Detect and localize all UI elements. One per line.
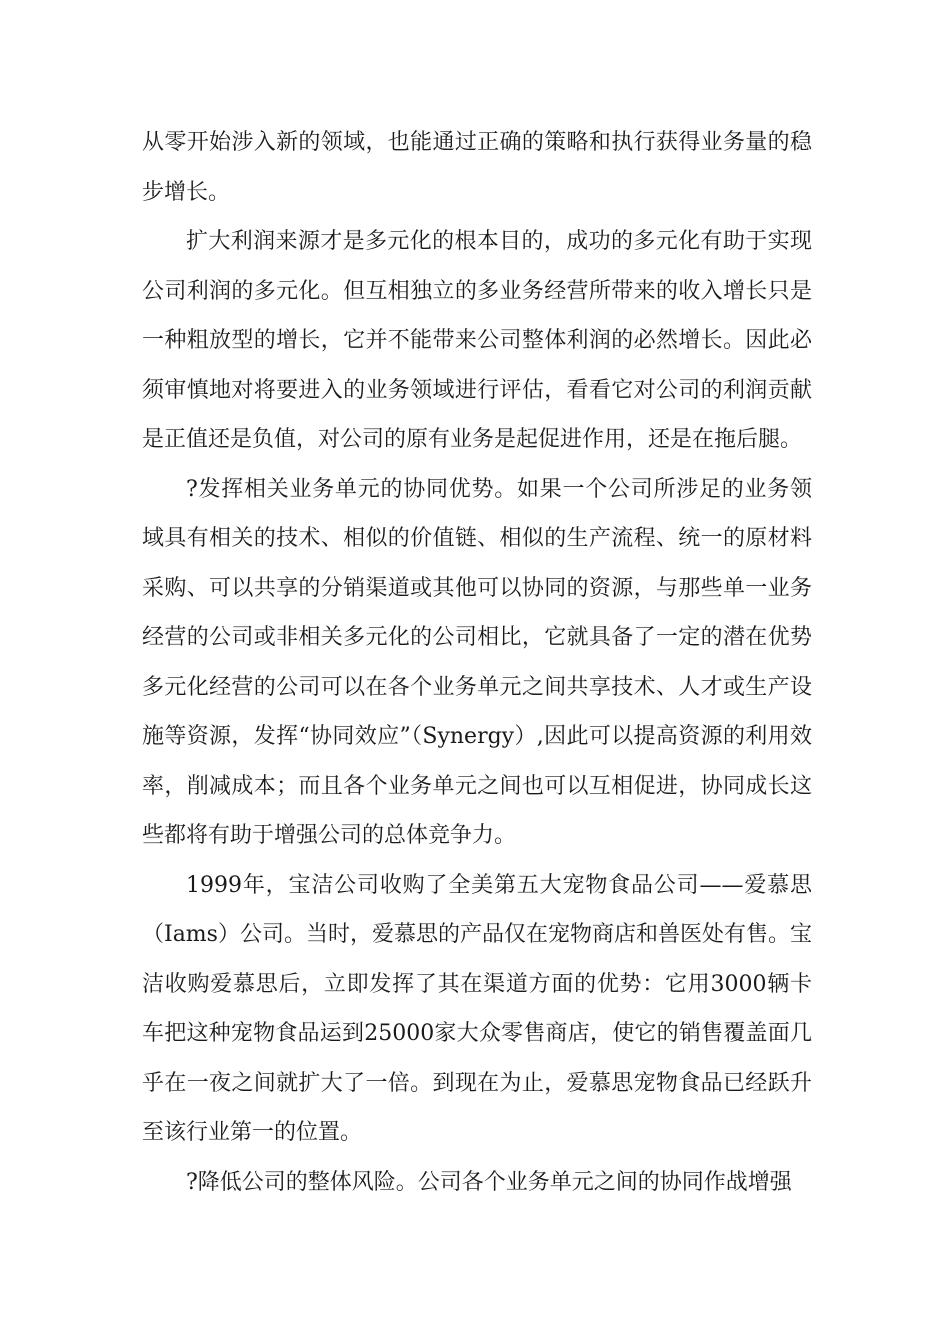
body-text [142,118,812,1207]
paragraph-2: 扩大利润来源才是多元化的根本目的，成功的多元化有助于实现公司利润的多元化。但互相独立的多业务经营所带来的收入增长只是一种粗放型的增长，它并不能带来公司整体利润的必然增长。因此必须审慎地对将要进入的业务领域进行评估，看看它对公司的利润贡献是正值还是负值，对公司的原有业务是起促进作用，还是在拖后腿。 [142,229,812,452]
paragraph-3: ?发挥相关业务单元的协同优势。如果一个公司所涉足的业务领域具有相关的技术、相似的价值链、相似的生产流程、统一的原材料采购、可以共享的分销渠道或其他可以协同的资源，与那些单一业务经营的公司或非相关多元化的公司相比，它就具备了一定的潜在优势多元化经营的公司可以在各个业务单元之间共享技术、人才或生产设施等资源，发挥“协同效应”（Synergy）,因此可以提高资源的利用效率，削减成本；而且各个业务单元之间也可以互相促进，协同成长这些都将有助于增强公司的总体竞争力。 [142,476,812,848]
paragraph-1: 从零开始涉入新的领域，也能通过正确的策略和执行获得业务量的稳步增长。 [142,130,812,205]
paragraph-5: ?降低公司的整体风险。公司各个业务单元之间的协同作战增强 [186,1169,792,1195]
paragraph-4: 1999年，宝洁公司收购了全美第五大宠物食品公司——爱慕思（Iams）公司。当时，爱慕思的产品仅在宠物商店和兽医处有售。宝洁收购爱慕思后，立即发挥了其在渠道方面的优势：它用3000辆卡车把这种宠物食品运到25000家大众零售商店，使它的销售覆盖面几乎在一夜之间就扩大了一倍。到现在为止，爱慕思宠物食品已经跃升至该行业第一的位置。 [142,872,812,1145]
